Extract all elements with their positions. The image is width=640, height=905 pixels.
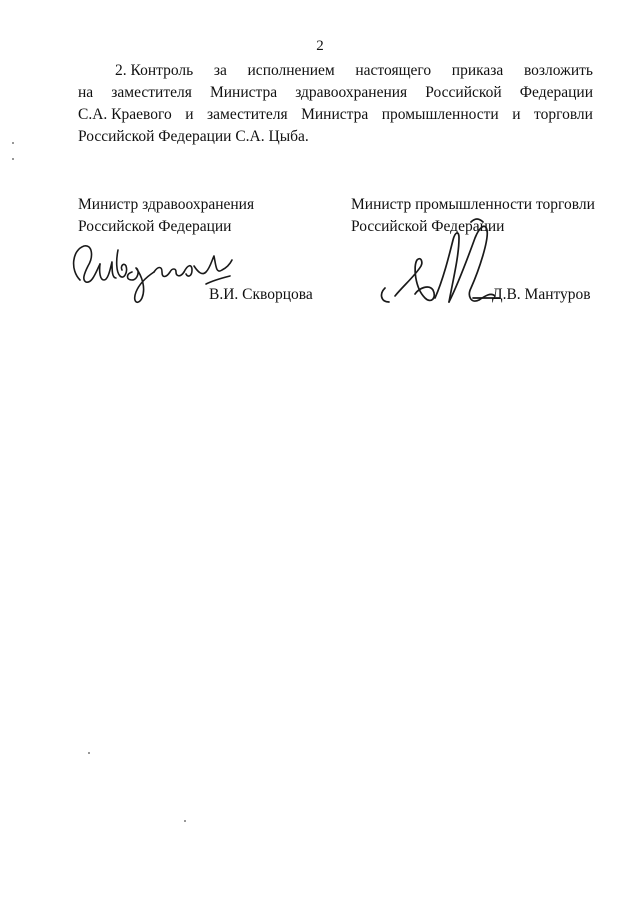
word: 2. Контроль	[115, 62, 194, 79]
word: приказа	[451, 62, 504, 79]
signatory-right-title-line2: Российской Федерации	[351, 218, 505, 235]
word: С.А. Краевого	[78, 106, 172, 123]
signatory-left-title	[78, 194, 254, 238]
word: на	[78, 84, 94, 101]
scan-speck	[12, 142, 14, 144]
signature-right-image	[375, 216, 505, 311]
word: заместителя	[207, 106, 288, 123]
word: исполнением	[247, 62, 335, 79]
word: возложить	[523, 62, 593, 79]
word: Министра	[301, 106, 369, 123]
word: торговли	[534, 106, 593, 123]
page-number: 2	[316, 38, 324, 54]
scan-speck	[88, 752, 90, 754]
word: и	[512, 106, 521, 123]
signatory-right-name: Д.В. Мантуров	[492, 286, 591, 303]
scan-speck	[12, 158, 14, 160]
signatory-left-name: В.И. Скворцова	[209, 286, 313, 303]
scan-speck	[184, 820, 186, 822]
signatory-right-title-line1: Министр промышленности торговли	[351, 196, 595, 213]
paragraph-line-3	[78, 104, 593, 126]
word: Министра	[209, 84, 278, 101]
word: промышленности	[381, 106, 499, 123]
paragraph-control	[78, 60, 593, 148]
word: Федерации	[519, 84, 593, 101]
paragraph-line-4	[78, 126, 593, 148]
word: Российской Федерации С.А. Цыба.	[78, 128, 309, 145]
word: и	[185, 106, 194, 123]
paragraph-line-2	[78, 82, 593, 104]
word: Российской	[425, 84, 502, 101]
signatory-left-title-line2: Российской Федерации	[78, 218, 232, 235]
word: за	[213, 62, 227, 79]
paragraph-line-1	[78, 60, 593, 82]
word: настоящего	[355, 62, 432, 79]
signatory-left-title-line1: Министр здравоохранения	[78, 196, 255, 213]
word: заместителя	[111, 84, 192, 101]
word: здравоохранения	[295, 84, 408, 101]
